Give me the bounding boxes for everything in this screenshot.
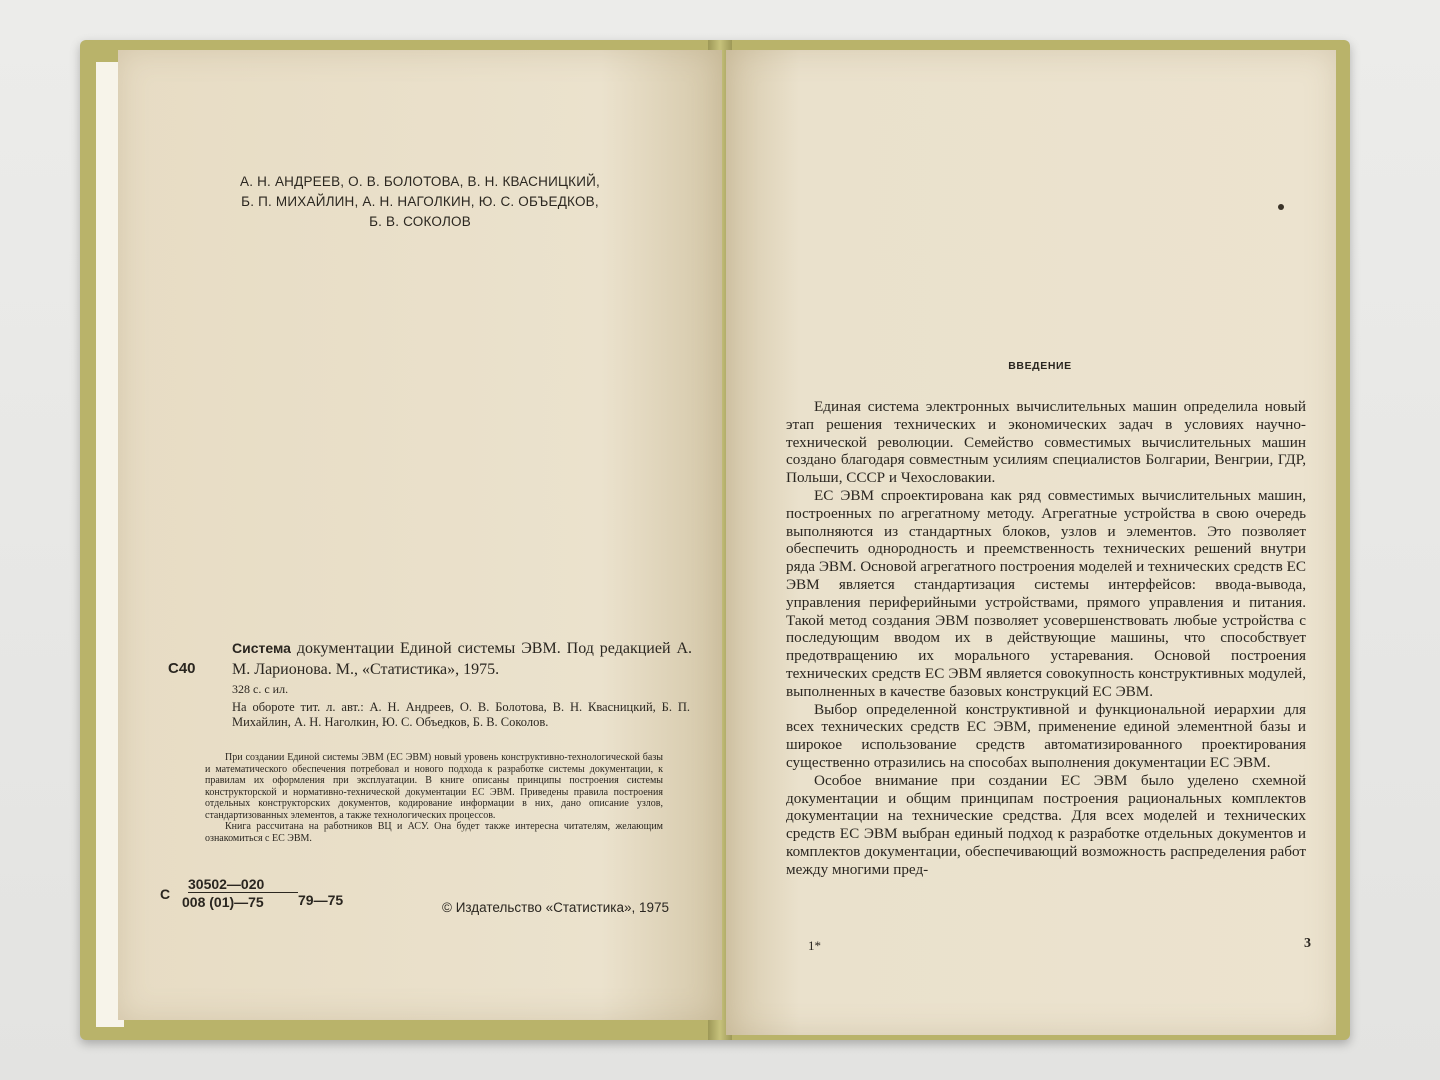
index-suffix: 79—75: [298, 892, 344, 908]
copyright: © Издательство «Статистика», 1975: [442, 900, 670, 915]
intro-body: [786, 398, 1306, 879]
pages-count: 328 с. с ил.: [232, 682, 289, 696]
authors-block: [200, 172, 640, 232]
intro-paragraph: ЕС ЭВМ спроектирована как ряд совместимых вычислительных машин, построенных по агрегатному методу. Агрегатные устройства в свою очередь выполняются из стандартных блоков, узлов и элементов. Это позволяет обеспечить однородность и преемственность технических решений внутри ряда ЭВМ. Основой агрегатного построения моделей и технических средств ЕС ЭВМ является стандартизация системы интерфейсов: ввода-вывода, управления периферийными устройствами, прямого управления и питания. Такой метод создания ЭВМ позволяет усовершенствовать любые устройства с последующим вводом их в действующие машины, что способствует предотвращению их морального устаревания. Основой построения технических средств ЕС ЭВМ является совокупность конструктивных модулей, выполненных в качестве базовых конструкций ЕС ЭВМ.: [786, 486, 1306, 700]
intro-heading: ВВЕДЕНИЕ: [1008, 360, 1072, 372]
authors-line: Б. В. СОКОЛОВ: [369, 214, 471, 229]
annotation-paragraph: При создании Единой системы ЭВМ (ЕС ЭВМ) новый уровень конструктивно-технологической базы и математического обеспечения потребовал и нового подхода к разработке системы документации, к правилам их оформления при эксплуатации. В книге описаны принципы построения системы конструкторской и нормативно-технической документации ЕС ЭВМ. Приведены правила построения отдельных конструкторских документов, кодирование информации в них, дано описание узлов, стандартизованных элементов, а также технологических процессов.: [205, 752, 663, 821]
index-letter: С: [160, 886, 171, 902]
intro-paragraph: Выбор определенной конструктивной и функциональной иерархии для всех технических средств ЕС ЭВМ, применение единой элементной базы и широкое использование средств автоматизированного проектирования существенно отразились на способах выполнения документации ЕС ЭВМ.: [786, 700, 1306, 771]
catalog-code: С40: [168, 660, 196, 677]
signature-mark: 1*: [808, 938, 821, 953]
paper-speck: [1278, 204, 1284, 210]
catalog-title-bold: Система: [232, 640, 291, 656]
intro-paragraph: Особое внимание при создании ЕС ЭВМ было уделено схемной документации и общим принципам построения рациональных комплектов документации на технические средства. Для всех моделей и технических средств ЕС ЭВМ выбран единый подход к разработке отдельных документов и комплектов документации, обеспечивающий возможность распределения работ между многими пред-: [786, 771, 1306, 878]
page-number: 3: [1304, 936, 1311, 951]
index-top: 30502—020: [188, 876, 298, 893]
catalog-title-rest: документации Единой системы ЭВМ. Под редакцией А. М. Ларионова. М., «Статистика», 1975.: [232, 640, 692, 678]
annotation: [205, 752, 663, 844]
index-bottom: 008 (01)—75: [182, 894, 264, 910]
intro-paragraph: Единая система электронных вычислительных машин определила новый этап решения технических и экономических задач в условиях научно-технической революции. Семейство совместимых вычислительных машин создано благодаря совместным усилиям специалистов Болгарии, Венгрии, ГДР, Польши, СССР и Чехословакии.: [786, 398, 1306, 487]
verso-note: На обороте тит. л. авт.: А. Н. Андреев, О. В. Болотова, В. Н. Квасницкий, Б. П. Михайлин, А. Н. Наголкин, Ю. С. Объедков, Б. В. Соколов.: [232, 700, 690, 729]
catalog-title: [232, 638, 692, 680]
authors-line: А. Н. АНДРЕЕВ, О. В. БОЛОТОВА, В. Н. КВАСНИЦКИЙ,: [240, 174, 600, 189]
authors-line: Б. П. МИХАЙЛИН, А. Н. НАГОЛКИН, Ю. С. ОБЪЕДКОВ,: [241, 194, 599, 209]
annotation-paragraph: Книга рассчитана на работников ВЦ и АСУ. Она будет также интересна читателям, желающим ознакомиться с ЕС ЭВМ.: [205, 821, 663, 844]
